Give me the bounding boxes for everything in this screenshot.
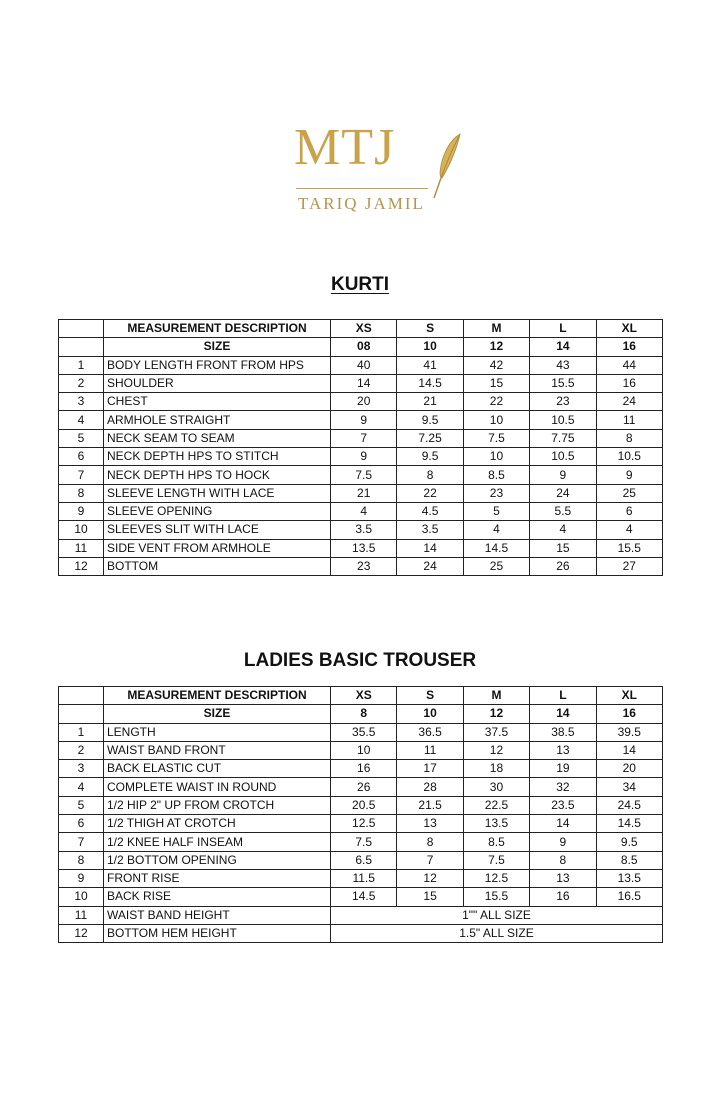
measurement-value: 25 <box>596 484 662 502</box>
size-number: 12 <box>463 705 529 723</box>
row-number: 4 <box>59 411 104 429</box>
measurement-value: 9.5 <box>397 411 463 429</box>
row-number: 7 <box>59 466 104 484</box>
measurement-value: 23.5 <box>530 796 596 814</box>
table-row <box>59 539 663 557</box>
size-header: S <box>397 320 463 338</box>
size-row <box>59 705 663 723</box>
all-size-value: 1.5" ALL SIZE <box>331 924 663 942</box>
size-header: XL <box>596 320 662 338</box>
size-header: L <box>530 320 596 338</box>
measurement-value: 9 <box>596 466 662 484</box>
table-row <box>59 869 663 887</box>
measurement-value: 4 <box>331 502 397 520</box>
size-header: XS <box>331 320 397 338</box>
row-description: SHOULDER <box>104 374 331 392</box>
size-label: SIZE <box>104 338 331 356</box>
measurement-value: 9.5 <box>596 833 662 851</box>
table-row <box>59 760 663 778</box>
measurement-value: 14.5 <box>331 888 397 906</box>
table-row <box>59 374 663 392</box>
row-number: 3 <box>59 393 104 411</box>
measurement-value: 5.5 <box>530 502 596 520</box>
measurement-value: 12.5 <box>331 815 397 833</box>
row-number: 4 <box>59 778 104 796</box>
measurement-value: 26 <box>331 778 397 796</box>
table-row <box>59 888 663 906</box>
measurement-value: 3.5 <box>331 521 397 539</box>
table-row <box>59 429 663 447</box>
measurement-value: 8.5 <box>463 833 529 851</box>
trouser-size-table <box>58 686 663 943</box>
measurement-value: 13.5 <box>331 539 397 557</box>
size-row <box>59 338 663 356</box>
measurement-value: 40 <box>331 356 397 374</box>
corner-cell <box>59 705 104 723</box>
description-header: MEASUREMENT DESCRIPTION <box>104 687 331 705</box>
measurement-value: 10 <box>463 411 529 429</box>
row-description: WAIST BAND FRONT <box>104 741 331 759</box>
table-row <box>59 521 663 539</box>
size-header: M <box>463 320 529 338</box>
table-row <box>59 833 663 851</box>
measurement-value: 22.5 <box>463 796 529 814</box>
table-row <box>59 906 663 924</box>
row-description: FRONT RISE <box>104 869 331 887</box>
measurement-value: 38.5 <box>530 723 596 741</box>
row-description: ARMHOLE STRAIGHT <box>104 411 331 429</box>
measurement-value: 9 <box>530 466 596 484</box>
row-description: WAIST BAND HEIGHT <box>104 906 331 924</box>
measurement-value: 28 <box>397 778 463 796</box>
table-row <box>59 448 663 466</box>
measurement-value: 34 <box>596 778 662 796</box>
row-number: 12 <box>59 924 104 942</box>
row-description: 1/2 KNEE HALF INSEAM <box>104 833 331 851</box>
size-number: 8 <box>331 705 397 723</box>
measurement-value: 13 <box>530 741 596 759</box>
measurement-value: 3.5 <box>397 521 463 539</box>
size-number: 10 <box>397 705 463 723</box>
measurement-value: 8 <box>530 851 596 869</box>
measurement-value: 7.5 <box>331 833 397 851</box>
table-row <box>59 796 663 814</box>
row-description: SLEEVE OPENING <box>104 502 331 520</box>
corner-cell <box>59 687 104 705</box>
measurement-value: 14 <box>530 815 596 833</box>
measurement-value: 11 <box>397 741 463 759</box>
measurement-value: 17 <box>397 760 463 778</box>
measurement-value: 35.5 <box>331 723 397 741</box>
measurement-value: 9.5 <box>397 448 463 466</box>
measurement-value: 8 <box>397 466 463 484</box>
measurement-value: 15.5 <box>463 888 529 906</box>
measurement-value: 23 <box>331 557 397 575</box>
table-row <box>59 851 663 869</box>
size-number: 10 <box>397 338 463 356</box>
row-description: 1/2 BOTTOM OPENING <box>104 851 331 869</box>
measurement-value: 8.5 <box>596 851 662 869</box>
size-header: L <box>530 687 596 705</box>
measurement-value: 8 <box>397 833 463 851</box>
kurti-size-table <box>58 319 663 576</box>
row-number: 12 <box>59 557 104 575</box>
measurement-value: 11.5 <box>331 869 397 887</box>
table-row <box>59 723 663 741</box>
size-header: S <box>397 687 463 705</box>
measurement-value: 25 <box>463 557 529 575</box>
measurement-value: 10.5 <box>530 411 596 429</box>
measurement-value: 42 <box>463 356 529 374</box>
description-header: MEASUREMENT DESCRIPTION <box>104 320 331 338</box>
row-description: LENGTH <box>104 723 331 741</box>
measurement-value: 22 <box>463 393 529 411</box>
size-number: 14 <box>530 338 596 356</box>
measurement-value: 16 <box>530 888 596 906</box>
measurement-value: 7.5 <box>331 466 397 484</box>
row-description: BACK ELASTIC CUT <box>104 760 331 778</box>
measurement-value: 20.5 <box>331 796 397 814</box>
measurement-value: 9 <box>331 411 397 429</box>
row-number: 9 <box>59 869 104 887</box>
measurement-value: 10.5 <box>596 448 662 466</box>
measurement-value: 23 <box>463 484 529 502</box>
row-description: SLEEVES SLIT WITH LACE <box>104 521 331 539</box>
trouser-title: LADIES BASIC TROUSER <box>243 650 477 671</box>
logo-mark: MTJ <box>294 119 396 176</box>
measurement-value: 9 <box>331 448 397 466</box>
measurement-value: 7.5 <box>463 851 529 869</box>
measurement-value: 14.5 <box>397 374 463 392</box>
row-number: 8 <box>59 484 104 502</box>
measurement-value: 18 <box>463 760 529 778</box>
measurement-value: 8.5 <box>463 466 529 484</box>
row-number: 7 <box>59 833 104 851</box>
row-number: 11 <box>59 906 104 924</box>
row-number: 5 <box>59 429 104 447</box>
row-number: 6 <box>59 815 104 833</box>
measurement-value: 23 <box>530 393 596 411</box>
size-number: 14 <box>530 705 596 723</box>
measurement-value: 4 <box>596 521 662 539</box>
measurement-value: 15 <box>530 539 596 557</box>
measurement-value: 10 <box>463 448 529 466</box>
measurement-value: 37.5 <box>463 723 529 741</box>
table-row <box>59 741 663 759</box>
measurement-value: 6 <box>596 502 662 520</box>
measurement-value: 30 <box>463 778 529 796</box>
row-number: 2 <box>59 374 104 392</box>
size-number: 12 <box>463 338 529 356</box>
row-description: SIDE VENT FROM ARMHOLE <box>104 539 331 557</box>
table-row <box>59 393 663 411</box>
row-number: 11 <box>59 539 104 557</box>
measurement-value: 14.5 <box>596 815 662 833</box>
row-description: BOTTOM HEM HEIGHT <box>104 924 331 942</box>
measurement-value: 21 <box>331 484 397 502</box>
measurement-value: 6.5 <box>331 851 397 869</box>
measurement-value: 44 <box>596 356 662 374</box>
measurement-value: 7.5 <box>463 429 529 447</box>
measurement-value: 7 <box>331 429 397 447</box>
logo-subtitle: TARIQ JAMIL <box>298 194 425 213</box>
measurement-value: 24 <box>596 393 662 411</box>
table-row <box>59 466 663 484</box>
header-row <box>59 687 663 705</box>
row-number: 3 <box>59 760 104 778</box>
measurement-value: 39.5 <box>596 723 662 741</box>
size-header: M <box>463 687 529 705</box>
measurement-value: 16 <box>596 374 662 392</box>
measurement-value: 4 <box>463 521 529 539</box>
measurement-value: 21 <box>397 393 463 411</box>
size-number: 16 <box>596 705 662 723</box>
size-label: SIZE <box>104 705 331 723</box>
row-description: 1/2 THIGH AT CROTCH <box>104 815 331 833</box>
measurement-value: 20 <box>596 760 662 778</box>
measurement-value: 13 <box>397 815 463 833</box>
measurement-value: 7.25 <box>397 429 463 447</box>
measurement-value: 15 <box>397 888 463 906</box>
measurement-value: 20 <box>331 393 397 411</box>
row-number: 8 <box>59 851 104 869</box>
measurement-value: 15.5 <box>530 374 596 392</box>
measurement-value: 26 <box>530 557 596 575</box>
measurement-value: 41 <box>397 356 463 374</box>
size-number: 16 <box>596 338 662 356</box>
table-row <box>59 557 663 575</box>
measurement-value: 13 <box>530 869 596 887</box>
row-description: SLEEVE LENGTH WITH LACE <box>104 484 331 502</box>
measurement-value: 4.5 <box>397 502 463 520</box>
measurement-value: 16 <box>331 760 397 778</box>
measurement-value: 24 <box>530 484 596 502</box>
measurement-value: 10.5 <box>530 448 596 466</box>
measurement-value: 14 <box>596 741 662 759</box>
corner-cell <box>59 320 104 338</box>
all-size-value: 1"" ALL SIZE <box>331 906 663 924</box>
row-number: 9 <box>59 502 104 520</box>
measurement-value: 27 <box>596 557 662 575</box>
row-number: 10 <box>59 521 104 539</box>
table-row <box>59 411 663 429</box>
size-header: XL <box>596 687 662 705</box>
measurement-value: 8 <box>596 429 662 447</box>
logo-divider <box>296 188 428 189</box>
table-row <box>59 924 663 942</box>
feather-quill-icon <box>428 132 464 202</box>
row-description: BACK RISE <box>104 888 331 906</box>
table-row <box>59 484 663 502</box>
row-description: NECK SEAM TO SEAM <box>104 429 331 447</box>
measurement-value: 5 <box>463 502 529 520</box>
measurement-value: 15.5 <box>596 539 662 557</box>
measurement-value: 13.5 <box>463 815 529 833</box>
size-number: 08 <box>331 338 397 356</box>
row-description: CHEST <box>104 393 331 411</box>
row-number: 10 <box>59 888 104 906</box>
row-number: 6 <box>59 448 104 466</box>
measurement-value: 12 <box>463 741 529 759</box>
row-number: 2 <box>59 741 104 759</box>
row-description: BODY LENGTH FRONT FROM HPS <box>104 356 331 374</box>
measurement-value: 12.5 <box>463 869 529 887</box>
row-description: NECK DEPTH HPS TO STITCH <box>104 448 331 466</box>
measurement-value: 9 <box>530 833 596 851</box>
table-row <box>59 502 663 520</box>
kurti-title: KURTI <box>330 274 390 295</box>
measurement-value: 24.5 <box>596 796 662 814</box>
row-number: 5 <box>59 796 104 814</box>
measurement-value: 16.5 <box>596 888 662 906</box>
row-number: 1 <box>59 723 104 741</box>
measurement-value: 14 <box>397 539 463 557</box>
table-row <box>59 356 663 374</box>
measurement-value: 11 <box>596 411 662 429</box>
measurement-value: 24 <box>397 557 463 575</box>
measurement-value: 12 <box>397 869 463 887</box>
row-description: COMPLETE WAIST IN ROUND <box>104 778 331 796</box>
measurement-value: 7.75 <box>530 429 596 447</box>
brand-logo <box>290 119 470 217</box>
row-description: 1/2 HIP 2" UP FROM CROTCH <box>104 796 331 814</box>
corner-cell <box>59 338 104 356</box>
table-row <box>59 815 663 833</box>
measurement-value: 15 <box>463 374 529 392</box>
measurement-value: 14.5 <box>463 539 529 557</box>
measurement-value: 10 <box>331 741 397 759</box>
measurement-value: 43 <box>530 356 596 374</box>
measurement-value: 13.5 <box>596 869 662 887</box>
row-description: NECK DEPTH HPS TO HOCK <box>104 466 331 484</box>
measurement-value: 14 <box>331 374 397 392</box>
measurement-value: 32 <box>530 778 596 796</box>
row-description: BOTTOM <box>104 557 331 575</box>
measurement-value: 7 <box>397 851 463 869</box>
header-row <box>59 320 663 338</box>
measurement-value: 4 <box>530 521 596 539</box>
measurement-value: 19 <box>530 760 596 778</box>
size-header: XS <box>331 687 397 705</box>
table-row <box>59 778 663 796</box>
measurement-value: 21.5 <box>397 796 463 814</box>
measurement-value: 36.5 <box>397 723 463 741</box>
row-number: 1 <box>59 356 104 374</box>
measurement-value: 22 <box>397 484 463 502</box>
